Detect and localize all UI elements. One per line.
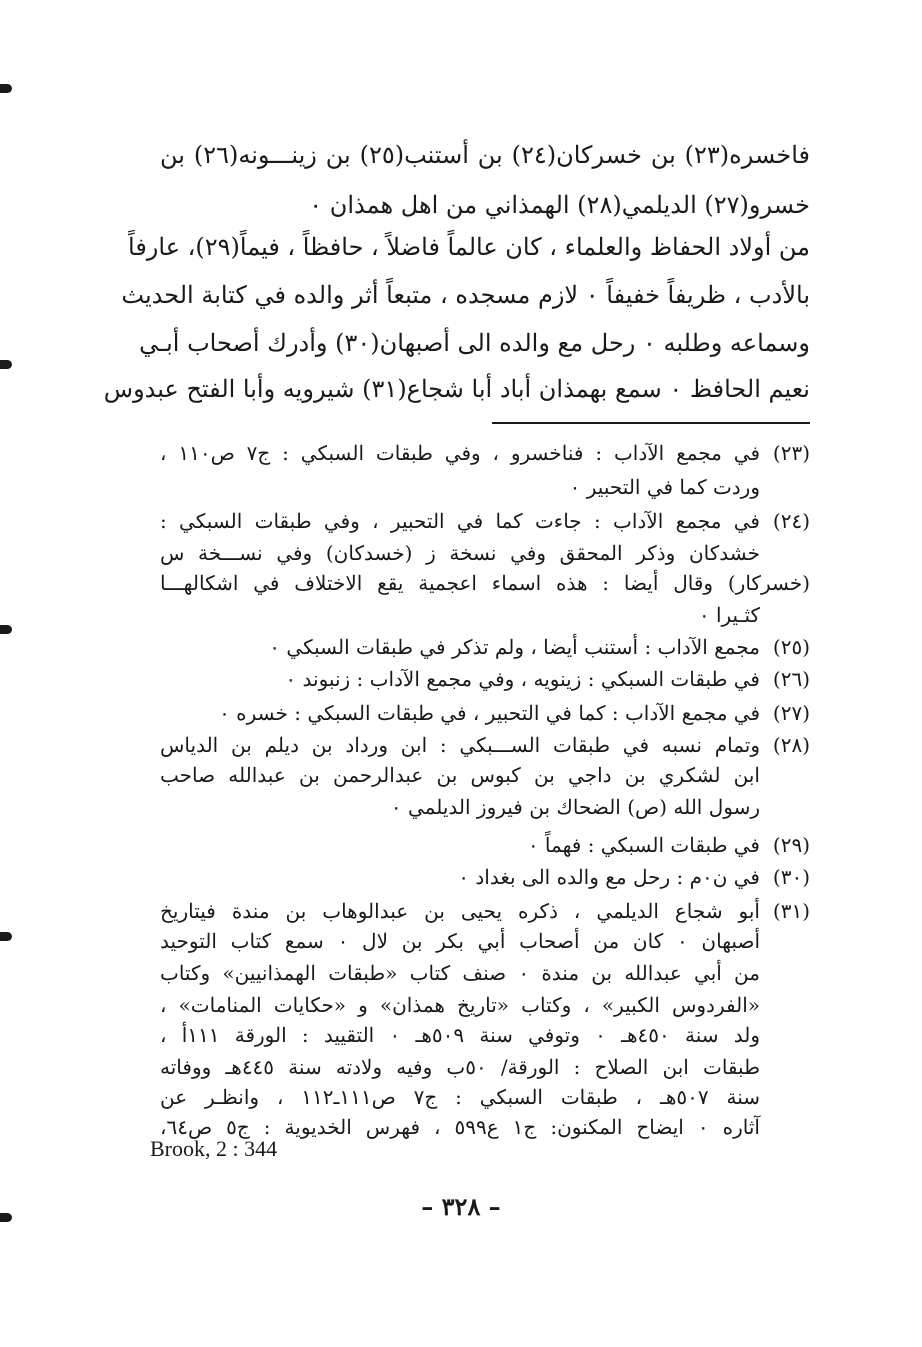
footnote-line: ولد سنة ٤٥٠هـ ٠ وتوفي سنة ٥٠٩هـ ٠ التقييد : الورقة ١١١أ ،: [160, 1023, 761, 1047]
footnote-text: في مجمع الآداب : جاءت كما في التحبير ، وفي طبقات السبكي :: [160, 509, 760, 533]
footnote-line: (خسركار) وقال أيضا : هذه اسماء اعجمية يقع الاختلاف في اشكالهـــا: [160, 571, 810, 595]
footnote-separator: [492, 422, 810, 424]
footnote-number: (٢٦): [772, 667, 810, 691]
footnote-line: ابن لشكري بن داجي بن كبوس بن عبدالرحمن بن عبدالله صاحب: [160, 763, 760, 787]
footnote-text: أبو شجاع الديلمي ، ذكره يحيى بن عبدالوهاب بن مندة فيتاريخ: [160, 899, 760, 923]
page-number: – ٣٢٨ –: [421, 1192, 501, 1221]
main-text-line: من أولاد الحفاظ والعلماء ، كان عالماً فاضلاً ، حافظاً ، فيماً(٢٩)، عارفاً: [128, 233, 810, 261]
footnote-28: [160, 730, 810, 760]
footnote-line: طبقات ابن الصلاح : الورقة/ ٥٠ب وفيه ولادته سنة ٤٤٥هـ ووفاته: [160, 1055, 760, 1079]
footnote-line: من أبي عبدالله بن مندة ٠ صنف كتاب «طبقات الهمذانيين» وكتاب: [160, 961, 760, 985]
footnote-26: [160, 664, 810, 694]
footnote-29: [160, 830, 810, 860]
footnote-text: في طبقات السبكي : زينويه ، وفي مجمع الآداب : زنبوند ٠: [285, 667, 760, 691]
main-text-line: وسماعه وطلبه ٠ رحل مع والده الى أصبهان(٣٠) وأدرك أصحاب أبـي: [139, 329, 810, 357]
footnote-number: (٢٥): [772, 635, 810, 659]
margin-mark: [0, 625, 12, 634]
footnote-number: (٢٧): [772, 701, 810, 725]
footnote-number: (٢٨): [772, 733, 810, 757]
main-text-line: بالأدب ، ظريفاً خفيفاً ٠ لازم مسجده ، متبعاً أثر والده في كتابة الحديث: [121, 281, 810, 309]
footnote-text: في مجمع الآداب : فناخسرو ، وفي طبقات السبكي : ج٧ ص١١٠ ،: [160, 441, 761, 465]
margin-mark: [0, 360, 12, 369]
footnote-27: [160, 698, 810, 728]
margin-mark: [0, 932, 12, 941]
footnote-line: أصبهان ٠ كان من أصحاب أبي بكر بن لال ٠ سمع كتاب التوحيد: [160, 929, 761, 953]
margin-mark: [0, 84, 12, 93]
footnote-number: (٣٠): [772, 865, 810, 889]
footnote-line: آثاره ٠ ايضاح المكنون: ج١ ع٥٩٩ ، فهرس الخديوية : ج٥ ص٦٤،: [160, 1115, 760, 1139]
footnote-30: [160, 862, 810, 892]
footnote-24: [160, 506, 810, 536]
footnote-number: (٢٣): [772, 441, 811, 465]
footnote-line: «الفردوس الكبير» ، وكتاب «تاريخ همذان» و «حكايات المنامات» ،: [160, 993, 760, 1017]
footnote-text: في مجمع الآداب : كما في التحبير ، في طبقات السبكي : خسره ٠: [219, 701, 760, 725]
main-text-line: فاخسره(٢٣) بن خسركان(٢٤) بن أستنب(٢٥) بن زينـــونه(٢٦) بن: [160, 141, 811, 169]
latin-reference: Brook, 2 : 344: [150, 1136, 278, 1161]
footnote-line: وردت كما في التحبير ٠: [569, 475, 760, 499]
main-text-line: نعيم الحافظ ٠ سمع بهمذان أباد أبا شجاع(٣١) شيرويه وأبا الفتح عبدوس: [103, 375, 810, 403]
footnote-line: سنة ٥٠٧هـ ، طبقات السبكي : ج٧ ص١١١ـ١١٢ ، وانظـر عن: [160, 1085, 761, 1109]
footnote-text: في ن٠م : رحل مع والده الى بغداد ٠: [458, 865, 760, 889]
footnote-25: [160, 632, 810, 662]
main-text-line: خسرو(٢٧) الديلمي(٢٨) الهمذاني من اهل همذان ٠: [309, 191, 810, 219]
footnote-number: (٢٤): [772, 509, 810, 533]
footnote-31: [160, 896, 810, 926]
footnote-line: خشدكان وذكر المحقق وفي نسخة ز (خسدكان) وفي نســـخة س: [160, 541, 760, 565]
footnote-text: في طبقات السبكي : فهماً ٠: [527, 833, 760, 857]
footnote-number: (٣١): [772, 899, 810, 923]
footnote-line: كثـيرا ٠: [698, 603, 760, 627]
footnote-23: [160, 438, 810, 468]
footnote-text: وتمام نسبه في طبقات الســـبكي : ابن ورداد بن ديلم بن الدياس: [160, 733, 760, 757]
footnote-line: رسول الله (ص) الضحاك بن فيروز الديلمي ٠: [390, 795, 760, 819]
footnote-number: (٢٩): [772, 833, 810, 857]
footnote-text: مجمع الآداب : أستنب أيضا ، ولم تذكر في طبقات السبكي ٠: [269, 635, 760, 659]
